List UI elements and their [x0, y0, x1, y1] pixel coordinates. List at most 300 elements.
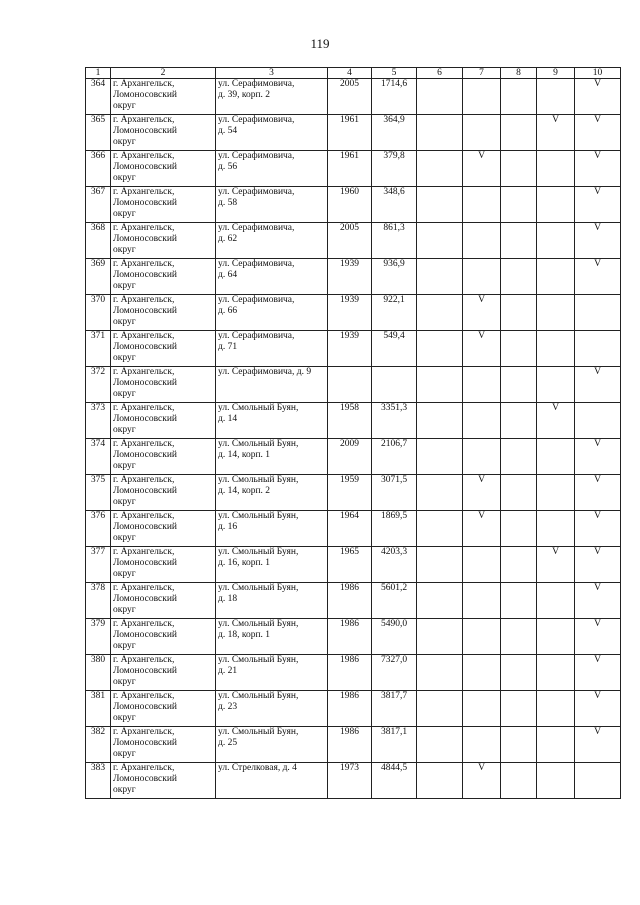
- column-header: 9: [537, 68, 575, 79]
- area-cell: 3351,3: [372, 403, 417, 439]
- year-cell: 1965: [328, 547, 372, 583]
- check-mark-cell: V: [537, 115, 575, 151]
- table-row: [86, 187, 621, 223]
- check-mark-cell: [537, 727, 575, 763]
- table-row: [86, 763, 621, 799]
- row-number: 371: [86, 331, 111, 367]
- check-mark-cell: [537, 259, 575, 295]
- year-cell: 1986: [328, 691, 372, 727]
- check-mark-cell: [417, 79, 463, 115]
- check-mark-cell: V: [537, 547, 575, 583]
- address-cell-line: ул. Смольный Буян,: [218, 727, 299, 737]
- address-cell-line: д. 58: [218, 198, 238, 208]
- locality-cell-line: округ: [113, 137, 136, 147]
- address-cell-line: ул. Смольный Буян,: [218, 547, 299, 557]
- check-mark-cell: [417, 259, 463, 295]
- check-mark-cell: [417, 691, 463, 727]
- check-mark-cell: [537, 295, 575, 331]
- address-cell: [216, 331, 328, 367]
- locality-cell-line: г. Архангельск,: [113, 79, 175, 89]
- row-number: 372: [86, 367, 111, 403]
- row-number: 382: [86, 727, 111, 763]
- year-cell: 1961: [328, 151, 372, 187]
- locality-cell: [111, 619, 216, 655]
- locality-cell: [111, 151, 216, 187]
- row-number: 376: [86, 511, 111, 547]
- area-cell: 3071,5: [372, 475, 417, 511]
- area-cell: 1869,5: [372, 511, 417, 547]
- locality-cell-line: Ломоносовский: [113, 198, 178, 208]
- area-cell: 348,6: [372, 187, 417, 223]
- address-cell: [216, 439, 328, 475]
- address-cell-line: ул. Серафимовича,: [218, 187, 295, 197]
- year-cell: 1986: [328, 583, 372, 619]
- locality-cell-line: округ: [113, 749, 136, 759]
- check-mark-cell: [575, 763, 621, 799]
- locality-cell-line: Ломоносовский: [113, 774, 178, 784]
- check-mark-cell: [501, 151, 537, 187]
- check-mark-cell: [417, 331, 463, 367]
- table-row: [86, 619, 621, 655]
- address-cell-line: д. 23: [218, 702, 238, 712]
- locality-cell: [111, 367, 216, 403]
- locality-cell: [111, 295, 216, 331]
- check-mark-cell: [463, 727, 501, 763]
- check-mark-cell: [417, 403, 463, 439]
- check-mark-cell: [417, 367, 463, 403]
- locality-cell-line: округ: [113, 785, 136, 795]
- check-mark-cell: [463, 583, 501, 619]
- check-mark-cell: [501, 691, 537, 727]
- column-header: 3: [216, 68, 328, 79]
- row-number: 374: [86, 439, 111, 475]
- row-number: 369: [86, 259, 111, 295]
- locality-cell-line: округ: [113, 389, 136, 399]
- area-cell: 4203,3: [372, 547, 417, 583]
- check-mark-cell: [537, 475, 575, 511]
- locality-cell: [111, 511, 216, 547]
- address-cell-line: д. 21: [218, 666, 238, 676]
- check-mark-cell: [537, 691, 575, 727]
- address-cell-line: д. 18: [218, 594, 238, 604]
- locality-cell-line: Ломоносовский: [113, 234, 178, 244]
- locality-cell-line: округ: [113, 605, 136, 615]
- locality-cell-line: г. Архангельск,: [113, 187, 175, 197]
- locality-cell: [111, 763, 216, 799]
- address-cell-line: ул. Смольный Буян,: [218, 511, 299, 521]
- year-cell: 1986: [328, 655, 372, 691]
- table-row: [86, 115, 621, 151]
- table-row: [86, 79, 621, 115]
- check-mark-cell: [417, 439, 463, 475]
- locality-cell: [111, 115, 216, 151]
- address-cell-line: д. 71: [218, 342, 238, 352]
- address-cell-line: д. 14: [218, 414, 238, 424]
- year-cell: [328, 367, 372, 403]
- check-mark-cell: [417, 151, 463, 187]
- check-mark-cell: V: [463, 475, 501, 511]
- address-cell: [216, 583, 328, 619]
- locality-cell-line: г. Архангельск,: [113, 151, 175, 161]
- check-mark-cell: [537, 619, 575, 655]
- locality-cell-line: округ: [113, 173, 136, 183]
- locality-cell-line: Ломоносовский: [113, 630, 178, 640]
- locality-cell-line: Ломоносовский: [113, 414, 178, 424]
- table-row: [86, 655, 621, 691]
- address-cell: [216, 403, 328, 439]
- locality-cell-line: г. Архангельск,: [113, 331, 175, 341]
- check-mark-cell: V: [575, 583, 621, 619]
- check-mark-cell: V: [575, 475, 621, 511]
- check-mark-cell: [537, 79, 575, 115]
- locality-cell-line: Ломоносовский: [113, 522, 178, 532]
- row-number: 377: [86, 547, 111, 583]
- check-mark-cell: [501, 295, 537, 331]
- row-number: 364: [86, 79, 111, 115]
- column-header: 1: [86, 68, 111, 79]
- locality-cell-line: округ: [113, 209, 136, 219]
- year-cell: 1939: [328, 259, 372, 295]
- address-cell-line: ул. Серафимовича,: [218, 151, 295, 161]
- check-mark-cell: [463, 367, 501, 403]
- locality-cell-line: округ: [113, 281, 136, 291]
- check-mark-cell: V: [575, 655, 621, 691]
- check-mark-cell: [417, 655, 463, 691]
- address-cell-line: ул. Серафимовича,: [218, 331, 295, 341]
- area-cell: 936,9: [372, 259, 417, 295]
- locality-cell: [111, 583, 216, 619]
- check-mark-cell: [501, 655, 537, 691]
- locality-cell: [111, 727, 216, 763]
- row-number: 368: [86, 223, 111, 259]
- check-mark-cell: V: [575, 439, 621, 475]
- check-mark-cell: V: [463, 511, 501, 547]
- address-cell-line: д. 64: [218, 270, 238, 280]
- area-cell: 1714,6: [372, 79, 417, 115]
- locality-cell-line: г. Архангельск,: [113, 727, 175, 737]
- check-mark-cell: [537, 763, 575, 799]
- check-mark-cell: [463, 691, 501, 727]
- locality-cell-line: округ: [113, 713, 136, 723]
- check-mark-cell: [417, 223, 463, 259]
- check-mark-cell: [501, 187, 537, 223]
- check-mark-cell: [417, 583, 463, 619]
- column-number-row: [86, 68, 621, 79]
- year-cell: 1960: [328, 187, 372, 223]
- year-cell: 1959: [328, 475, 372, 511]
- locality-cell: [111, 439, 216, 475]
- check-mark-cell: [575, 331, 621, 367]
- area-cell: 364,9: [372, 115, 417, 151]
- locality-cell-line: Ломоносовский: [113, 306, 178, 316]
- check-mark-cell: [501, 403, 537, 439]
- area-cell: 2106,7: [372, 439, 417, 475]
- year-cell: 2005: [328, 223, 372, 259]
- address-cell: [216, 115, 328, 151]
- check-mark-cell: [501, 547, 537, 583]
- locality-cell-line: округ: [113, 677, 136, 687]
- check-mark-cell: V: [575, 367, 621, 403]
- row-number: 365: [86, 115, 111, 151]
- locality-cell-line: округ: [113, 641, 136, 651]
- address-cell: [216, 295, 328, 331]
- column-header: 10: [575, 68, 621, 79]
- row-number: 367: [86, 187, 111, 223]
- address-cell-line: д. 18, корп. 1: [218, 630, 271, 640]
- check-mark-cell: [501, 115, 537, 151]
- locality-cell-line: округ: [113, 569, 136, 579]
- check-mark-cell: [463, 655, 501, 691]
- address-cell-line: ул. Смольный Буян,: [218, 439, 299, 449]
- address-cell: [216, 187, 328, 223]
- table-row: [86, 727, 621, 763]
- row-number: 381: [86, 691, 111, 727]
- locality-cell-line: г. Архангельск,: [113, 763, 175, 773]
- locality-cell-line: Ломоносовский: [113, 558, 178, 568]
- check-mark-cell: V: [463, 763, 501, 799]
- check-mark-cell: [575, 295, 621, 331]
- address-cell-line: д. 25: [218, 738, 238, 748]
- column-header: 6: [417, 68, 463, 79]
- check-mark-cell: [501, 223, 537, 259]
- table-row: [86, 691, 621, 727]
- locality-cell-line: округ: [113, 245, 136, 255]
- check-mark-cell: V: [575, 115, 621, 151]
- check-mark-cell: V: [463, 151, 501, 187]
- table-row: [86, 511, 621, 547]
- table-row: [86, 547, 621, 583]
- check-mark-cell: [463, 115, 501, 151]
- locality-cell-line: Ломоносовский: [113, 342, 178, 352]
- locality-cell: [111, 655, 216, 691]
- locality-cell-line: округ: [113, 497, 136, 507]
- check-mark-cell: [501, 439, 537, 475]
- check-mark-cell: [463, 547, 501, 583]
- locality-cell-line: Ломоносовский: [113, 486, 178, 496]
- check-mark-cell: [463, 79, 501, 115]
- area-cell: [372, 367, 417, 403]
- locality-cell-line: г. Архангельск,: [113, 475, 175, 485]
- address-cell: [216, 223, 328, 259]
- locality-cell-line: округ: [113, 461, 136, 471]
- locality-cell: [111, 331, 216, 367]
- address-cell: [216, 727, 328, 763]
- locality-cell-line: округ: [113, 101, 136, 111]
- address-cell: [216, 547, 328, 583]
- locality-cell: [111, 223, 216, 259]
- check-mark-cell: V: [575, 259, 621, 295]
- check-mark-cell: V: [463, 295, 501, 331]
- address-cell-line: ул. Серафимовича,: [218, 259, 295, 269]
- check-mark-cell: V: [575, 79, 621, 115]
- check-mark-cell: [501, 79, 537, 115]
- locality-cell-line: Ломоносовский: [113, 450, 178, 460]
- check-mark-cell: [501, 475, 537, 511]
- year-cell: 2005: [328, 79, 372, 115]
- check-mark-cell: [537, 367, 575, 403]
- address-cell: [216, 475, 328, 511]
- check-mark-cell: [417, 115, 463, 151]
- area-cell: 549,4: [372, 331, 417, 367]
- address-cell-line: ул. Серафимовича, д. 9: [218, 367, 312, 377]
- check-mark-cell: [417, 547, 463, 583]
- column-header: 5: [372, 68, 417, 79]
- page-number: 119: [310, 36, 330, 51]
- check-mark-cell: [417, 295, 463, 331]
- address-cell-line: д. 16: [218, 522, 238, 532]
- area-cell: 5601,2: [372, 583, 417, 619]
- locality-cell-line: г. Архангельск,: [113, 259, 175, 269]
- address-cell-line: д. 66: [218, 306, 238, 316]
- table-row: [86, 403, 621, 439]
- housing-registry-table: [85, 67, 621, 799]
- row-number: 370: [86, 295, 111, 331]
- locality-cell-line: г. Архангельск,: [113, 115, 175, 125]
- row-number: 380: [86, 655, 111, 691]
- locality-cell-line: Ломоносовский: [113, 738, 178, 748]
- check-mark-cell: [537, 511, 575, 547]
- check-mark-cell: [537, 439, 575, 475]
- check-mark-cell: [501, 763, 537, 799]
- address-cell: [216, 151, 328, 187]
- locality-cell: [111, 403, 216, 439]
- locality-cell-line: г. Архангельск,: [113, 655, 175, 665]
- check-mark-cell: [537, 223, 575, 259]
- table-row: [86, 151, 621, 187]
- locality-cell-line: г. Архангельск,: [113, 295, 175, 305]
- table-row: [86, 259, 621, 295]
- check-mark-cell: [537, 655, 575, 691]
- row-number: 378: [86, 583, 111, 619]
- check-mark-cell: [537, 331, 575, 367]
- locality-cell-line: г. Архангельск,: [113, 367, 175, 377]
- check-mark-cell: [537, 187, 575, 223]
- locality-cell: [111, 187, 216, 223]
- column-header: 4: [328, 68, 372, 79]
- area-cell: 5490,0: [372, 619, 417, 655]
- row-number: 383: [86, 763, 111, 799]
- year-cell: 1986: [328, 727, 372, 763]
- year-cell: 1958: [328, 403, 372, 439]
- address-cell-line: ул. Смольный Буян,: [218, 691, 299, 701]
- locality-cell-line: Ломоносовский: [113, 126, 178, 136]
- row-number: 366: [86, 151, 111, 187]
- locality-cell-line: Ломоносовский: [113, 702, 178, 712]
- address-cell: [216, 619, 328, 655]
- year-cell: 1973: [328, 763, 372, 799]
- check-mark-cell: [463, 403, 501, 439]
- check-mark-cell: V: [575, 151, 621, 187]
- year-cell: 1939: [328, 295, 372, 331]
- locality-cell-line: Ломоносовский: [113, 378, 178, 388]
- address-cell: [216, 259, 328, 295]
- locality-cell-line: г. Архангельск,: [113, 547, 175, 557]
- address-cell-line: ул. Стрелковая, д. 4: [218, 763, 297, 773]
- check-mark-cell: [417, 727, 463, 763]
- address-cell: [216, 763, 328, 799]
- check-mark-cell: V: [537, 403, 575, 439]
- address-cell-line: ул. Смольный Буян,: [218, 403, 299, 413]
- check-mark-cell: [417, 763, 463, 799]
- check-mark-cell: [501, 619, 537, 655]
- locality-cell-line: г. Архангельск,: [113, 511, 175, 521]
- area-cell: 922,1: [372, 295, 417, 331]
- table-row: [86, 367, 621, 403]
- locality-cell-line: округ: [113, 353, 136, 363]
- table-row: [86, 583, 621, 619]
- locality-cell: [111, 475, 216, 511]
- year-cell: 1964: [328, 511, 372, 547]
- check-mark-cell: [501, 511, 537, 547]
- check-mark-cell: [501, 367, 537, 403]
- area-cell: 379,8: [372, 151, 417, 187]
- locality-cell: [111, 79, 216, 115]
- check-mark-cell: [417, 187, 463, 223]
- check-mark-cell: [417, 619, 463, 655]
- locality-cell-line: округ: [113, 533, 136, 543]
- address-cell-line: ул. Серафимовича,: [218, 79, 295, 89]
- area-cell: 4844,5: [372, 763, 417, 799]
- column-header: 7: [463, 68, 501, 79]
- locality-cell-line: Ломоносовский: [113, 270, 178, 280]
- address-cell-line: ул. Смольный Буян,: [218, 475, 299, 485]
- address-cell-line: д. 54: [218, 126, 238, 136]
- row-number: 375: [86, 475, 111, 511]
- locality-cell-line: округ: [113, 317, 136, 327]
- address-cell-line: д. 39, корп. 2: [218, 90, 271, 100]
- address-cell-line: ул. Смольный Буян,: [218, 619, 299, 629]
- check-mark-cell: [537, 583, 575, 619]
- area-cell: 3817,1: [372, 727, 417, 763]
- address-cell: [216, 367, 328, 403]
- year-cell: 2009: [328, 439, 372, 475]
- check-mark-cell: [537, 151, 575, 187]
- check-mark-cell: [575, 403, 621, 439]
- address-cell: [216, 655, 328, 691]
- column-header: 8: [501, 68, 537, 79]
- address-cell: [216, 511, 328, 547]
- year-cell: 1961: [328, 115, 372, 151]
- check-mark-cell: V: [575, 691, 621, 727]
- address-cell-line: ул. Серафимовича,: [218, 115, 295, 125]
- check-mark-cell: [501, 331, 537, 367]
- locality-cell: [111, 259, 216, 295]
- area-cell: 861,3: [372, 223, 417, 259]
- table-row: [86, 331, 621, 367]
- address-cell-line: ул. Серафимовича,: [218, 295, 295, 305]
- check-mark-cell: [463, 223, 501, 259]
- check-mark-cell: [463, 259, 501, 295]
- check-mark-cell: [463, 187, 501, 223]
- address-cell: [216, 79, 328, 115]
- check-mark-cell: V: [575, 511, 621, 547]
- address-cell-line: д. 62: [218, 234, 238, 244]
- address-cell-line: д. 16, корп. 1: [218, 558, 271, 568]
- check-mark-cell: [463, 439, 501, 475]
- row-number: 379: [86, 619, 111, 655]
- locality-cell-line: г. Архангельск,: [113, 439, 175, 449]
- row-number: 373: [86, 403, 111, 439]
- locality-cell-line: г. Архангельск,: [113, 583, 175, 593]
- locality-cell-line: округ: [113, 425, 136, 435]
- locality-cell: [111, 691, 216, 727]
- check-mark-cell: [417, 475, 463, 511]
- table-row: [86, 439, 621, 475]
- locality-cell-line: Ломоносовский: [113, 666, 178, 676]
- check-mark-cell: V: [575, 547, 621, 583]
- address-cell-line: д. 14, корп. 1: [218, 450, 271, 460]
- year-cell: 1986: [328, 619, 372, 655]
